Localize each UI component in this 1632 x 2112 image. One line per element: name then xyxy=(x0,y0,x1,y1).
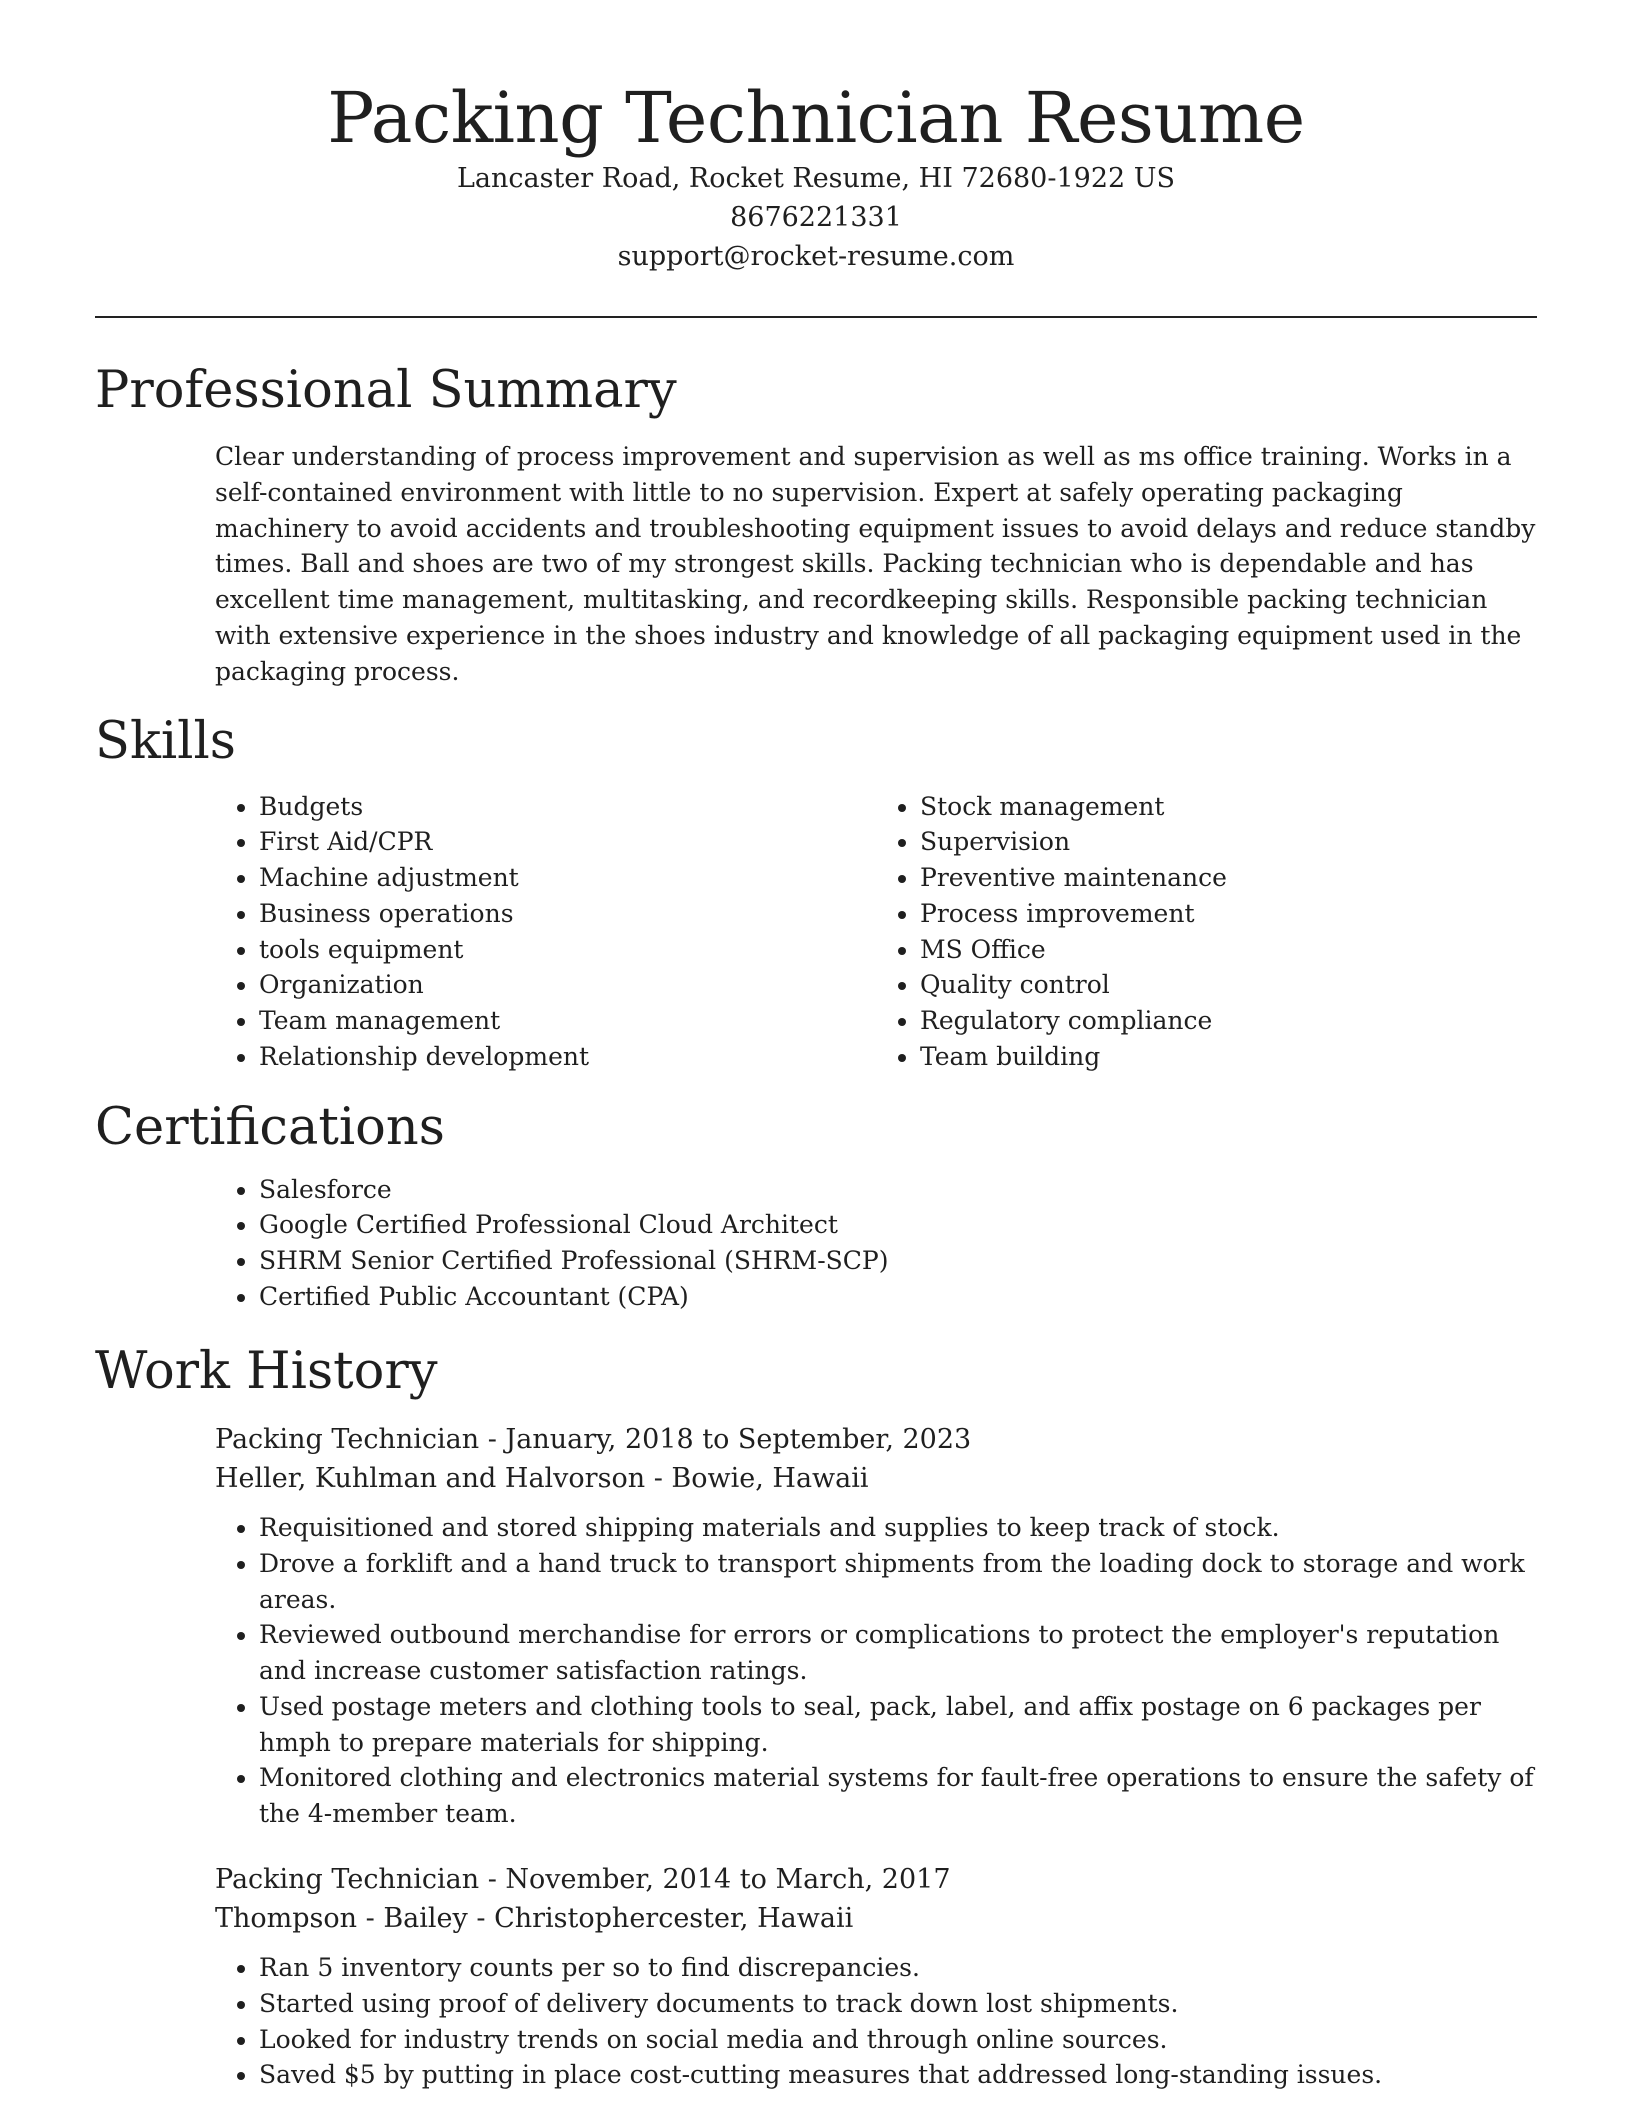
summary-heading: Professional Summary xyxy=(95,360,677,420)
job-bullet: • Ran 5 inventory counts per so to find discrepancies. xyxy=(259,1950,1537,1986)
certification-item: • Certified Public Accountant (CPA) xyxy=(259,1279,1537,1315)
job-entry xyxy=(215,1860,1537,2093)
job-title-line xyxy=(215,1860,1537,1899)
separator: - xyxy=(487,1423,506,1455)
job-company: Heller, Kuhlman and Halvorson xyxy=(215,1463,646,1495)
separator: - xyxy=(487,1863,506,1895)
skill-item: • Process improvement xyxy=(920,896,1537,932)
summary-text: Clear understanding of process improvement and supervision as well as ms office training. Works in a self-contained environment with little to no supervision. Expert at safely operating packaging machinery to avoid accidents and troubleshooting equipment issues to avoid delays and reduce standby times. Ball and shoes are two of my strongest skills. Packing technician who is dependable and has excellent time management, multitasking, and recordkeeping skills. Responsible packing technician with extensive experience in the shoes industry and knowledge of all packaging equipment used in the packaging process. xyxy=(215,442,1536,686)
skill-item: • Organization xyxy=(259,967,876,1003)
skill-item: • Preventive maintenance xyxy=(920,860,1537,896)
separator: - xyxy=(653,1463,672,1495)
skill-item: • Relationship development xyxy=(259,1039,876,1075)
job-bullet: • Drove a forklift and a hand truck to transport shipments from the loading dock to storage and work areas. xyxy=(259,1546,1537,1618)
work-history-heading: Work History xyxy=(95,1341,438,1401)
job-company-line xyxy=(215,1459,1537,1498)
certifications-heading: Certifications xyxy=(95,1097,445,1157)
job-title-line xyxy=(215,1420,1537,1459)
job-location: Bowie, Hawaii xyxy=(671,1463,869,1495)
skill-item: • Machine adjustment xyxy=(259,860,876,896)
certification-item: • SHRM Senior Certified Professional (SHRM-SCP) xyxy=(259,1243,1537,1279)
skill-item: • Team building xyxy=(920,1039,1537,1075)
contact-phone: 8676221331 xyxy=(730,201,902,233)
skill-item: • tools equipment xyxy=(259,932,876,968)
job-bullet: • Used postage meters and clothing tools to seal, pack, label, and affix postage on 6 packages per hmph to prepare materials for shipping. xyxy=(259,1689,1537,1761)
skill-item: • Budgets xyxy=(259,789,876,825)
certifications-section xyxy=(95,1097,1537,1315)
job-title: Packing Technician xyxy=(215,1863,480,1895)
contact-email: support@rocket-resume.com xyxy=(617,240,1015,272)
professional-summary-section xyxy=(95,360,1537,689)
skills-heading: Skills xyxy=(95,712,236,772)
skill-item: • MS Office xyxy=(920,932,1537,968)
skills-list-left xyxy=(215,789,876,1075)
job-bullet: • Started using proof of delivery documents to track down lost shipments. xyxy=(259,1986,1537,2022)
skills-list-right xyxy=(876,789,1537,1075)
job-dates: November, 2014 to March, 2017 xyxy=(505,1863,951,1895)
job-dates: January, 2018 to September, 2023 xyxy=(505,1423,972,1455)
job-bullets xyxy=(215,1950,1537,2093)
skill-item: • Regulatory compliance xyxy=(920,1003,1537,1039)
job-title: Packing Technician xyxy=(215,1423,480,1455)
header-divider xyxy=(95,316,1537,318)
job-bullet: • Monitored clothing and electronics material systems for fault-free operations to ensure the safety of the 4-member team. xyxy=(259,1760,1537,1832)
skills-section xyxy=(95,711,1537,1074)
certifications-list xyxy=(215,1172,1537,1315)
contact-address: Lancaster Road, Rocket Resume, HI 72680-1922 US xyxy=(456,162,1176,194)
skill-item: • Business operations xyxy=(259,896,876,932)
job-bullets xyxy=(215,1510,1537,1832)
resume-header xyxy=(95,78,1537,276)
certification-item: • Salesforce xyxy=(259,1172,1537,1208)
skill-item: • Supervision xyxy=(920,824,1537,860)
job-entry xyxy=(215,1420,1537,1832)
skills-grid xyxy=(215,789,1537,1075)
work-history-section xyxy=(95,1341,1537,2094)
skill-item: • Quality control xyxy=(920,967,1537,1003)
resume-title: Packing Technician Resume xyxy=(327,77,1305,159)
job-bullet: • Looked for industry trends on social media and through online sources. xyxy=(259,2022,1537,2058)
job-company-line xyxy=(215,1899,1537,1938)
job-bullet: • Reviewed outbound merchandise for errors or complications to protect the employer's reputation and increase customer satisfaction ratings. xyxy=(259,1617,1537,1689)
skill-item: • First Aid/CPR xyxy=(259,824,876,860)
job-bullet: • Saved $5 by putting in place cost-cutting measures that addressed long-standing issues. xyxy=(259,2057,1537,2093)
separator: - xyxy=(476,1903,495,1935)
job-bullet: • Requisitioned and stored shipping materials and supplies to keep track of stock. xyxy=(259,1510,1537,1546)
job-location: Christophercester, Hawaii xyxy=(494,1903,854,1935)
job-company: Thompson - Bailey xyxy=(215,1903,468,1935)
certification-item: • Google Certified Professional Cloud Architect xyxy=(259,1207,1537,1243)
skill-item: • Stock management xyxy=(920,789,1537,825)
skill-item: • Team management xyxy=(259,1003,876,1039)
